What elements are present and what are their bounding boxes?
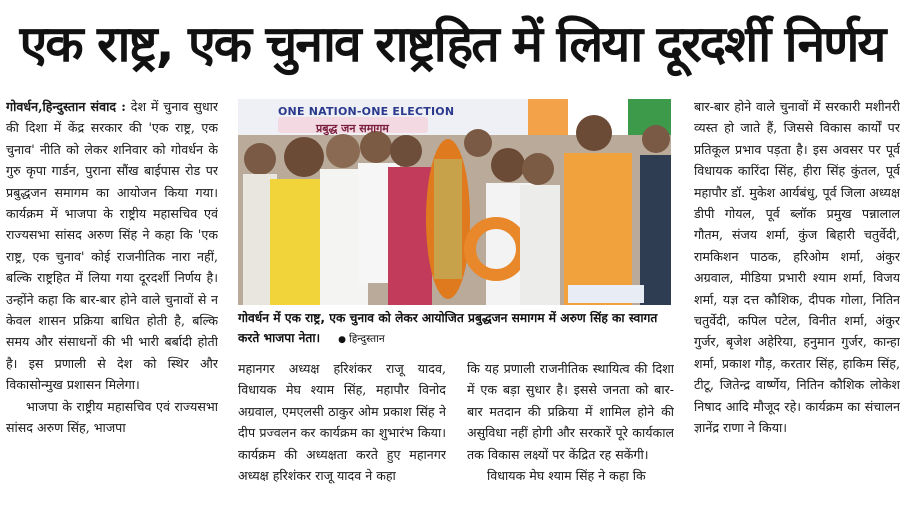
article-column-3 <box>467 358 674 522</box>
caption-text: गोवर्धन में एक राष्ट्र, एक चुनाव को लेकर आयोजित प्रबुद्धजन समागम में अरुण सिंह का स्वागत करते भाजपा नेता। <box>238 311 658 345</box>
photo-caption <box>238 308 671 352</box>
col4-para: बार-बार होने वाले चुनावों में सरकारी मशीनरी व्यस्त हो जाते हैं, जिससे विकास कार्यों पर प्रतिकूल प्रभाव पड़ता है। इस अवसर पर पूर्व विधायक कारिंदा सिंह, हीरा सिंह कुंतल, पूर्व महापौर डॉ. मुकेश आर्यबंधु, पूर्व जिला अध्यक्ष डीपी गोयल, पूर्व ब्लॉक प्रमुख पन्नालाल गौतम, संजय शर्मा, कुंज बिहारी चतुर्वेदी, रामकिशन पाठक, हरिओम शर्मा, अंकुर अग्रवाल, मीडिया प्रभारी श्याम शर्मा, विजय शर्मा, यज्ञ दत्त कौशिक, दीपक गोला, नितिन चतुर्वेदी, कपिल पटेल, विनीत शर्मा, अंकुर गुर्जर, बृजेश अहेरिया, हनुमान गुर्जर, कान्हा शर्मा, प्रकाश गौड़, करतार सिंह, हाकिम सिंह, टीटू, जितेन्द्र वार्ष्णेय, नितिन कौशिक लोकेश निषाद आदि मौजूद रहे। कार्यक्रम का संचालन ज्ञानेंद्र राणा ने किया। <box>694 99 900 436</box>
col3-para-2: विधायक मेघ श्याम सिंह ने कहा कि <box>487 468 646 484</box>
banner-subtitle: प्रबुद्ध जन समागम <box>316 122 389 135</box>
article-column-4 <box>694 96 900 522</box>
col2-para: महानगर अध्यक्ष हरिशंकर राजू यादव, विधायक मेघ श्याम सिंह, महापौर विनोद अग्रवाल, एमएलसी ठाकुर ओम प्रकाश सिंह ने दीप प्रज्वलन कर कार्यक्रम का शुभारंभ किया। कार्यक्रम की अध्यक्षता करते हुए महानगर अध्यक्ष हरिशंकर राजू यादव ने कहा <box>238 361 446 484</box>
credit-dot-icon: ● <box>338 335 346 345</box>
headline: एक राष्ट्र, एक चुनाव राष्ट्रहित में लिया दूरदर्शी निर्णय <box>19 15 885 73</box>
news-photo <box>238 99 671 305</box>
credit-text: हिन्दुस्तान <box>348 333 385 345</box>
para-1-text: देश में चुनाव सुधार की दिशा में केंद्र सरकार की 'एक राष्ट्र, एक चुनाव' नीति को लेकर शनिवार को गोवर्धन के गुरु कृपा गार्डन, पुराना सौंख बाईपास रोड पर प्रबुद्धजन समागम का आयोजन किया गया। कार्यक्रम में भाजपा के राष्ट्रीय महासचिव एवं राज्यसभा सांसद अरुण सिंह ने कहा कि 'एक राष्ट्र, एक चुनाव' कोई राजनीतिक नारा नहीं, बल्कि राष्ट्रहित में लिया गया दूरदर्शी निर्णय है। उन्होंने कहा कि बार-बार होने वाले चुनावों से न केवल शासन प्रक्रिया बाधित होती है, बल्कि समय और संसाधनों की भी भारी बर्बादी होती है। इस प्रणाली से देश को स्थिर और विकासोन्मुख प्रशासन मिलेगा। <box>6 99 218 393</box>
banner-title: ONE NATION-ONE ELECTION <box>278 105 455 118</box>
col3-para-1: कि यह प्रणाली राजनीतिक स्थायित्व की दिशा में एक बड़ा सुधार है। इससे जनता को बार-बार मतदान की प्रक्रिया में शामिल होने की असुविधा नहीं होगी और सरकारें पूरे कार्यकाल तक विकास लक्ष्यों पर केंद्रित रह सकेंगी। <box>467 361 674 462</box>
para-2: भाजपा के राष्ट्रीय महासचिव एवं राज्यसभा सांसद अरुण सिंह, भाजपा <box>6 398 218 436</box>
photo-illustration <box>238 99 671 305</box>
para-1 <box>6 96 218 396</box>
photo-credit <box>338 333 385 345</box>
article-column-2 <box>238 358 446 522</box>
article-column-1 <box>6 96 218 522</box>
dateline: गोवर्धन,हिन्दुस्तान संवाद : <box>6 99 126 114</box>
